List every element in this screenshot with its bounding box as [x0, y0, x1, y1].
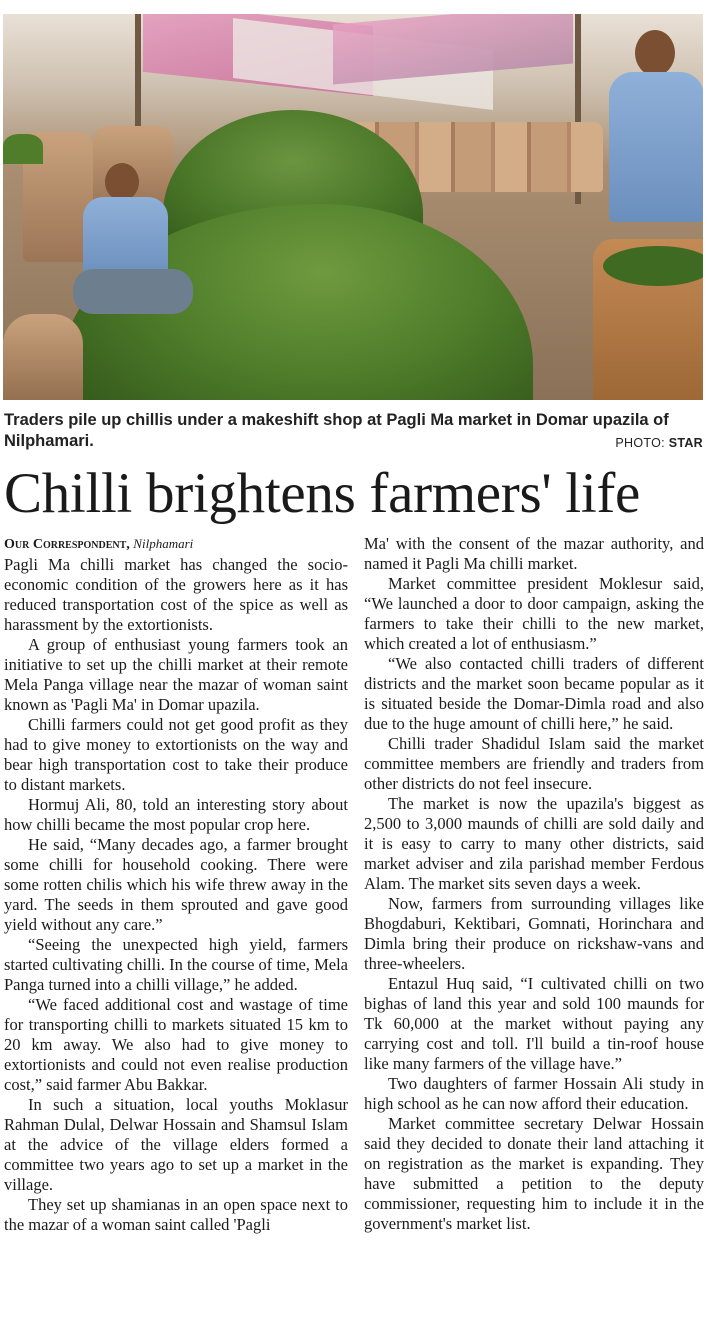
article-paragraph: The market is now the upazila's biggest as 2,500 to 3,000 maunds of chilli are sold daily and it is easy to carry to many other districts, said market adviser and zila parishad member Ferdous Alam. The market sits seven days a week.	[364, 794, 704, 893]
article-paragraph: Chilli farmers could not get good profit as they had to give money to extortionists on the way and bear high transportation cost to take their produce to distant markets.	[4, 715, 348, 794]
photo-caption: Traders pile up chillis under a makeshift shop at Pagli Ma market in Domar upazila of Nilphamari.	[4, 411, 669, 450]
article-paragraph: “We also contacted chilli traders of different districts and the market soon became popular as it is situated beside the Domar-Dimla road and also due to the huge amount of chilli here,” he said.	[364, 654, 704, 733]
article-paragraph: Ma' with the consent of the mazar authority, and named it Pagli Ma chilli market.	[364, 534, 704, 573]
pink-tarp	[333, 14, 573, 84]
article-paragraph: In such a situation, local youths Moklasur Rahman Dulal, Delwar Hossain and Shamsul Islam at the advice of the village elders formed a committee two years ago to set up a market in the village.	[4, 1095, 348, 1194]
trader-standing	[595, 16, 703, 256]
article-paragraph: A group of enthusiast young farmers took an initiative to set up the chilli market at their remote Mela Panga village near the mazar of woman saint known as 'Pagli Ma' in Domar upazila.	[4, 635, 348, 714]
article-paragraph: Now, farmers from surrounding villages like Bhogdaburi, Kektibari, Gomnati, Horinchara and Dimla bring their produce on rickshaw-vans and three-wheelers.	[364, 894, 704, 973]
article-paragraph: Entazul Huq said, “I cultivated chilli on two bighas of land this year and sold 100 maunds for Tk 60,000 at the market without paying any carrying cost and toll. I'll build a tin-roof house like many farmers of the village have.”	[364, 974, 704, 1073]
article-paragraph: Pagli Ma chilli market has changed the socio-economic condition of the growers here as it has reduced transportation cost of the spice as well as harassment by the extortionists.	[4, 555, 348, 634]
chilli-pile	[3, 134, 43, 164]
article-paragraph: They set up shamianas in an open space next to the mazar of a woman saint called 'Pagli	[4, 1195, 348, 1234]
photo-credit-source: STAR	[668, 436, 703, 450]
article-paragraph: “We faced additional cost and wastage of time for transporting chilli to markets situated 15 km to 20 km away. We also had to give money to extortionists and could not even realise production cost,” said farmer Abu Bakkar.	[4, 995, 348, 1094]
article-paragraph: Hormuj Ali, 80, told an interesting story about how chilli became the most popular crop here.	[4, 795, 348, 834]
article-column-right	[364, 534, 704, 1234]
article-paragraph: Market committee secretary Delwar Hossain said they decided to donate their land attaching it on registration as the market is expanding. They have submitted a petition to the deputy commissioner, requesting him to include it in the government's market list.	[364, 1114, 704, 1233]
article-column-left	[4, 534, 348, 1235]
photo-credit-label: PHOTO:	[615, 436, 665, 450]
jute-sack	[3, 314, 83, 400]
article-paragraph: Market committee president Moklesur said, “We launched a door to door campaign, asking the farmers to take their chilli to the new market, which created a lot of enthusiasm.”	[364, 574, 704, 653]
photo-credit	[615, 436, 703, 450]
byline	[4, 534, 348, 555]
article-paragraph: Chilli trader Shadidul Islam said the market committee members are friendly and traders from other districts do not feel insecure.	[364, 734, 704, 793]
article-photo	[3, 14, 703, 400]
article-paragraph: “Seeing the unexpected high yield, farmers started cultivating chilli. In the course of time, Mela Panga turned into a chilli village,” he added.	[4, 935, 348, 994]
article-paragraph: He said, “Many decades ago, a farmer brought some chilli for household cooking. There were some rotten chilis which his wife threw away in the yard. The seeds in them sprouted and gave good yield without any care.”	[4, 835, 348, 934]
article-paragraph: Two daughters of farmer Hossain Ali study in high school as he can now afford their education.	[364, 1074, 704, 1113]
headline: Chilli brightens farmers' life	[4, 462, 641, 525]
byline-author: Our Correspondent,	[4, 537, 130, 552]
trader-seated	[73, 159, 193, 329]
byline-place: Nilphamari	[133, 536, 194, 551]
